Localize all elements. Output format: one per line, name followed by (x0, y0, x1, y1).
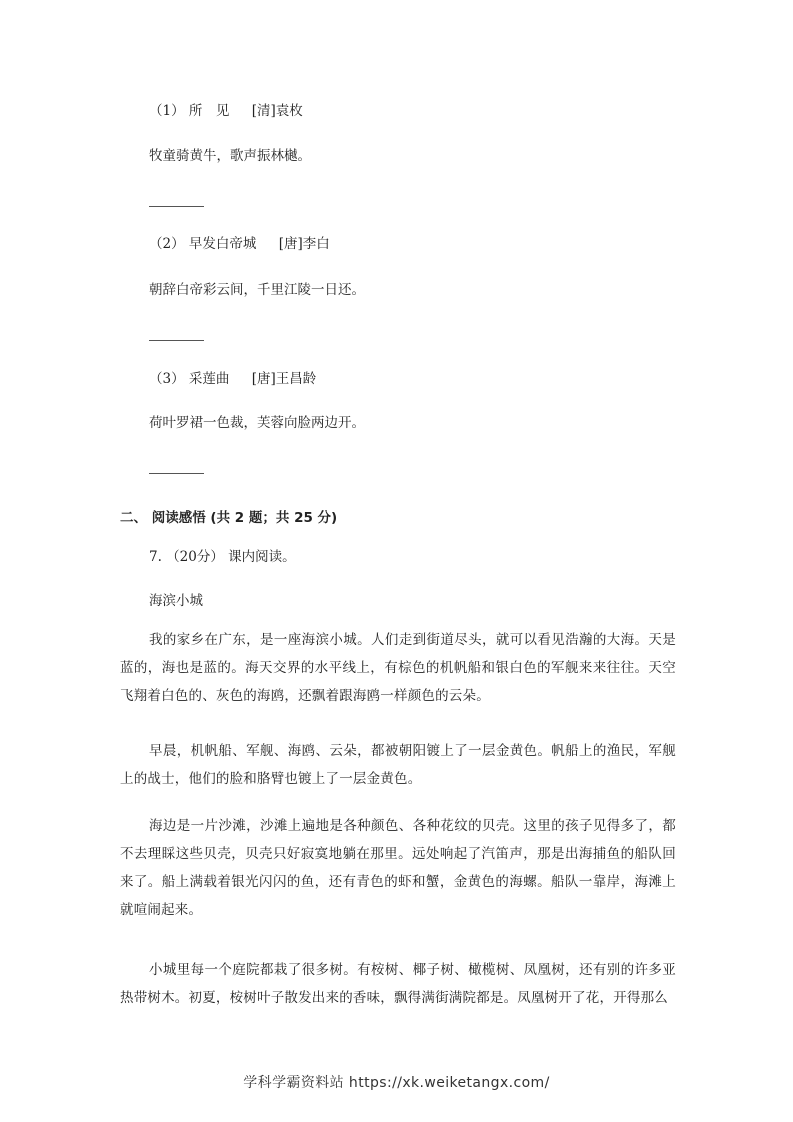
poem-2-number: （2） (149, 236, 185, 252)
poem-2-verse: 朝辞白帝彩云间，千里江陵一日还。 (149, 282, 365, 298)
poem-3-answer-blank[interactable] (149, 473, 204, 474)
poem-1-title: 所 见 (188, 103, 230, 119)
article-paragraph-2: 早晨，机帆船、军舰、海鸥、云朵，都被朝阳镀上了一层金黄色。帆船上的渔民，军舰上的战士，他们的脸和胳臂也镀上了一层金黄色。 (120, 743, 676, 787)
footer-watermark: 学科学霸资料站 https://xk.weiketangx.com/ (243, 1075, 550, 1091)
poem-1-verse: 牧童骑黄牛，歌声振林樾。 (149, 148, 311, 164)
poem-3-title: 采莲曲 (188, 371, 230, 387)
poem-2-heading (149, 238, 330, 252)
poem-1-author: [清]袁枚 (251, 103, 303, 119)
poem-3-number: （3） (149, 371, 185, 387)
poem-1-number: （1） (149, 103, 185, 119)
poem-2-answer-blank[interactable] (149, 340, 204, 341)
article-paragraph-1: 我的家乡在广东，是一座海滨小城。人们走到街道尽头，就可以看见浩瀚的大海。天是蓝的，海也是蓝的。海天交界的水平线上，有棕色的机帆船和银白色的军舰来来往往。天空飞翔着白色的、灰色的海鸥，还飘着跟海鸥一样颜色的云朵。 (120, 632, 676, 704)
article-paragraph-4: 小城里每一个庭院都栽了很多树。有桉树、椰子树、橄榄树、凤凰树，还有别的许多亚热带树木。初夏，桉树叶子散发出来的香味，飘得满街满院都是。凤凰树开了花，开得那么 (120, 962, 676, 1006)
article-title: 海滨小城 (149, 593, 203, 609)
poem-1-answer-blank[interactable] (149, 206, 204, 207)
question-label: 7. （20分） 课内阅读。 (149, 549, 296, 565)
poem-3-verse: 荷叶罗裙一色裁，芙蓉向脸两边开。 (149, 415, 365, 431)
article-paragraph-3: 海边是一片沙滩，沙滩上遍地是各种颜色、各种花纹的贝壳。这里的孩子见得多了，都不去理睬这些贝壳，贝壳只好寂寞地躺在那里。远处响起了汽笛声，那是出海捕鱼的船队回来了。船上满载着银光闪闪的鱼，还有青色的虾和蟹，金黄色的海螺。船队一靠岸，海滩上就喧闹起来。 (120, 818, 676, 918)
poem-3-author: [唐]王昌龄 (251, 371, 317, 387)
section-heading: 二、 阅读感悟 (共 2 题；共 25 分) (120, 510, 338, 526)
poem-2-author: [唐]李白 (278, 236, 330, 252)
poem-3-heading (149, 373, 316, 387)
poem-1-heading (149, 105, 303, 119)
poem-2-title: 早发白帝城 (188, 236, 257, 252)
